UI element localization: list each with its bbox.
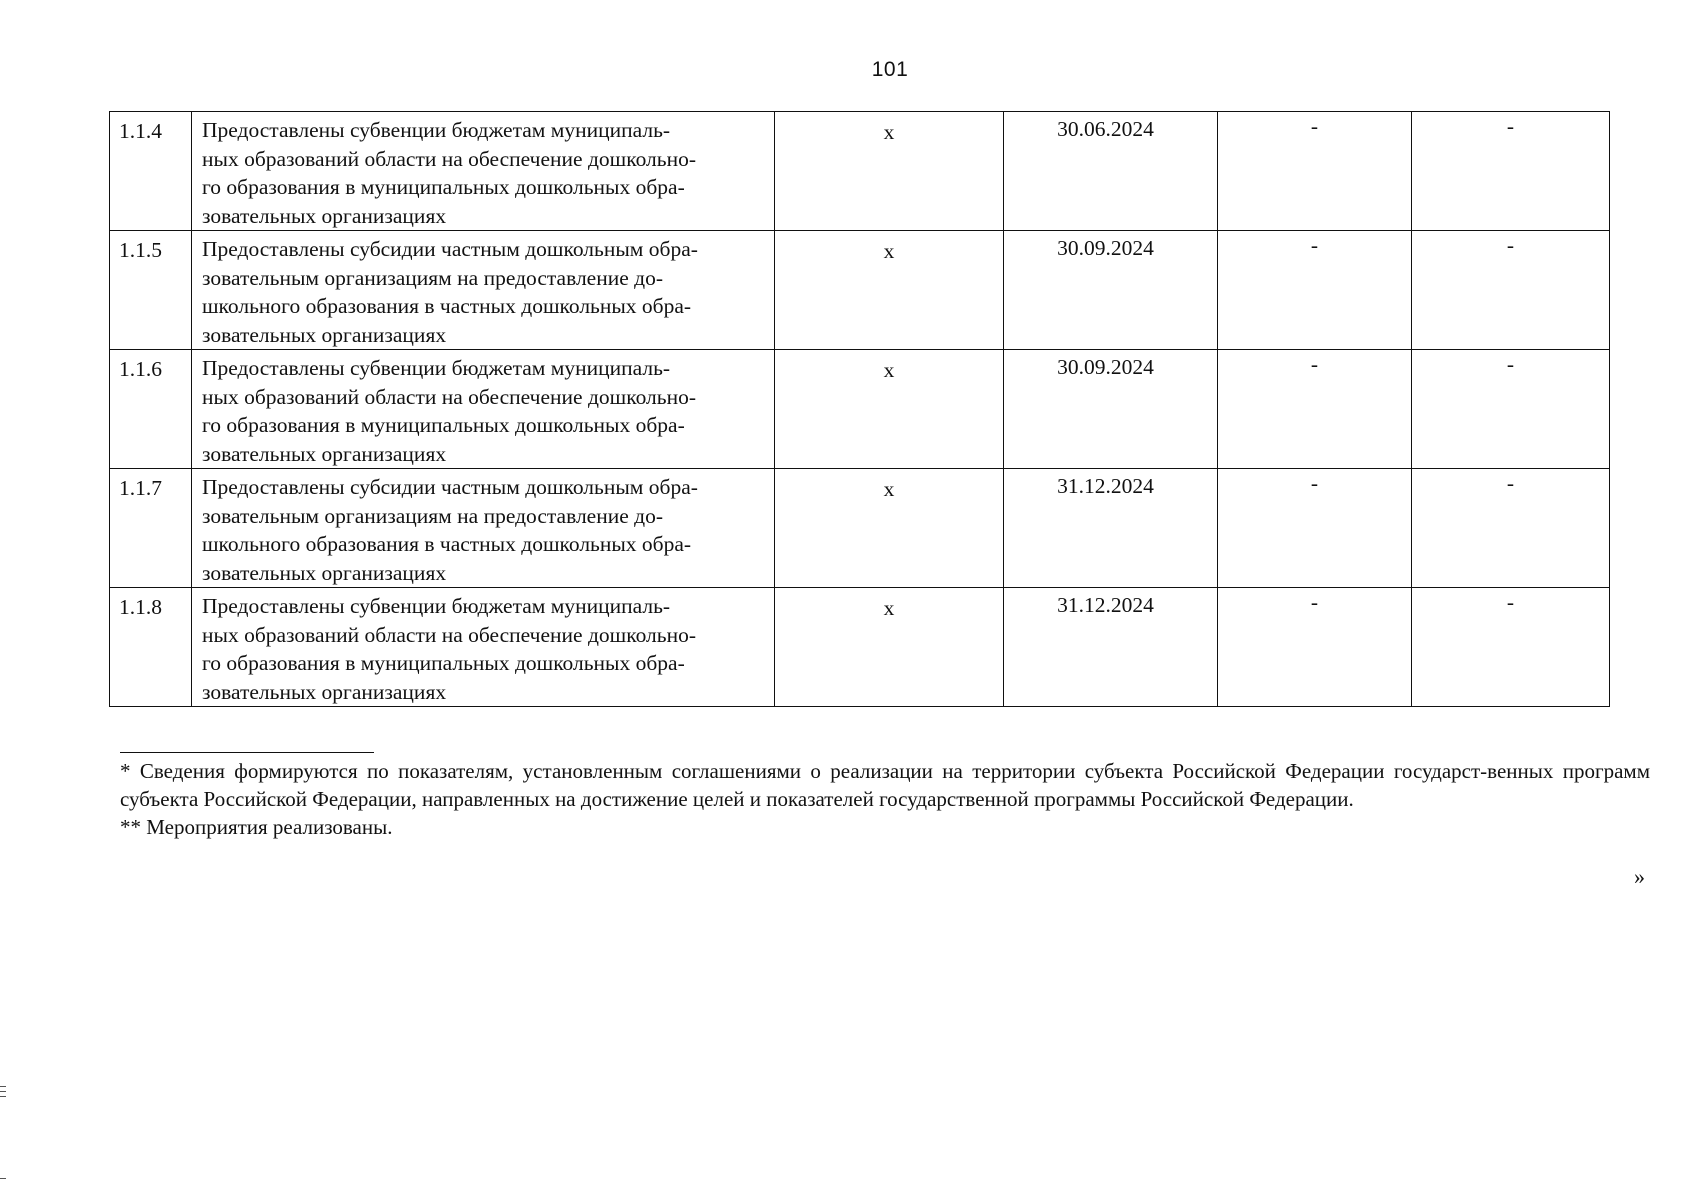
row-description-line: Предоставлены субсидии частным дошкольным обра-: [202, 237, 698, 261]
row-number: 1.1.8: [110, 588, 192, 707]
row-value-5: -: [1218, 350, 1412, 469]
row-date: 30.06.2024: [1004, 112, 1218, 231]
table-row: [110, 588, 1610, 707]
table-row: [110, 112, 1610, 231]
row-description-line: школьного образования в частных дошкольных обра-: [202, 532, 692, 556]
row-description-line: ных образований области на обеспечение дошкольно-: [202, 146, 696, 171]
row-description-line: зовательных организациях: [202, 441, 447, 466]
page-number: 101: [871, 58, 909, 81]
footnote-2: ** Мероприятия реализованы.: [120, 815, 393, 839]
row-description-line: Предоставлены субсидии частным дошкольным обра-: [202, 475, 698, 499]
row-description-line: зовательных организациях: [202, 560, 447, 585]
footnote-divider: [120, 752, 374, 753]
scan-artifact: [0, 1086, 6, 1087]
row-description: [192, 588, 775, 707]
row-description-line: зовательным организациям на предоставление до-: [202, 503, 663, 528]
row-description-line: ных образований области на обеспечение дошкольно-: [202, 622, 696, 647]
row-value-5: -: [1218, 112, 1412, 231]
row-value-5: -: [1218, 588, 1412, 707]
row-description-line: го образования в муниципальных дошкольных обра-: [202, 175, 685, 199]
scan-artifact: [0, 1096, 6, 1097]
row-value-6: -: [1412, 350, 1610, 469]
row-description-line: ных образований области на обеспечение дошкольно-: [202, 384, 696, 409]
row-date: 30.09.2024: [1004, 231, 1218, 350]
row-description: [192, 350, 775, 469]
row-date: 31.12.2024: [1004, 469, 1218, 588]
closing-quote: »: [1634, 864, 1645, 889]
table-row: [110, 350, 1610, 469]
row-value-6: -: [1412, 469, 1610, 588]
row-value-6: -: [1412, 588, 1610, 707]
row-description: [192, 469, 775, 588]
row-description-line: зовательных организациях: [202, 679, 447, 704]
row-value-5: -: [1218, 231, 1412, 350]
row-number: 1.1.4: [110, 112, 192, 231]
row-mark: х: [775, 350, 1004, 469]
row-value-6: -: [1412, 112, 1610, 231]
row-date: 30.09.2024: [1004, 350, 1218, 469]
row-mark: х: [775, 469, 1004, 588]
table-body: [110, 112, 1610, 707]
row-description: [192, 112, 775, 231]
row-number: 1.1.6: [110, 350, 192, 469]
row-description: [192, 231, 775, 350]
row-description-line: зовательных организациях: [202, 322, 447, 347]
row-number: 1.1.7: [110, 469, 192, 588]
row-description-line: Предоставлены субвенции бюджетам муниципаль-: [202, 356, 671, 380]
row-description-line: Предоставлены субвенции бюджетам муниципаль-: [202, 118, 671, 142]
row-mark: х: [775, 112, 1004, 231]
row-description-line: зовательным организациям на предоставление до-: [202, 265, 663, 290]
row-number: 1.1.5: [110, 231, 192, 350]
footnote-1: * Сведения формируются по показателям, установленным соглашениями о реализации на территории субъекта Российской Федерации государст-венных программ субъекта Российской Федерации, направленных на достижение целей и показателей государственной программы Российской Федерации.: [120, 759, 1650, 811]
row-mark: х: [775, 231, 1004, 350]
row-date: 31.12.2024: [1004, 588, 1218, 707]
row-value-5: -: [1218, 469, 1412, 588]
row-description-line: Предоставлены субвенции бюджетам муниципаль-: [202, 594, 671, 618]
row-description-line: го образования в муниципальных дошкольных обра-: [202, 651, 685, 675]
row-description-line: зовательных организациях: [202, 203, 447, 228]
row-value-6: -: [1412, 231, 1610, 350]
scan-artifact: [0, 1178, 6, 1179]
footnotes: [120, 757, 1650, 841]
table-row: [110, 231, 1610, 350]
row-description-line: го образования в муниципальных дошкольных обра-: [202, 413, 685, 437]
row-description-line: школьного образования в частных дошкольных обра-: [202, 294, 692, 318]
table-row: [110, 469, 1610, 588]
row-mark: х: [775, 588, 1004, 707]
measures-table: [109, 111, 1610, 707]
scan-artifact: [0, 1091, 6, 1092]
